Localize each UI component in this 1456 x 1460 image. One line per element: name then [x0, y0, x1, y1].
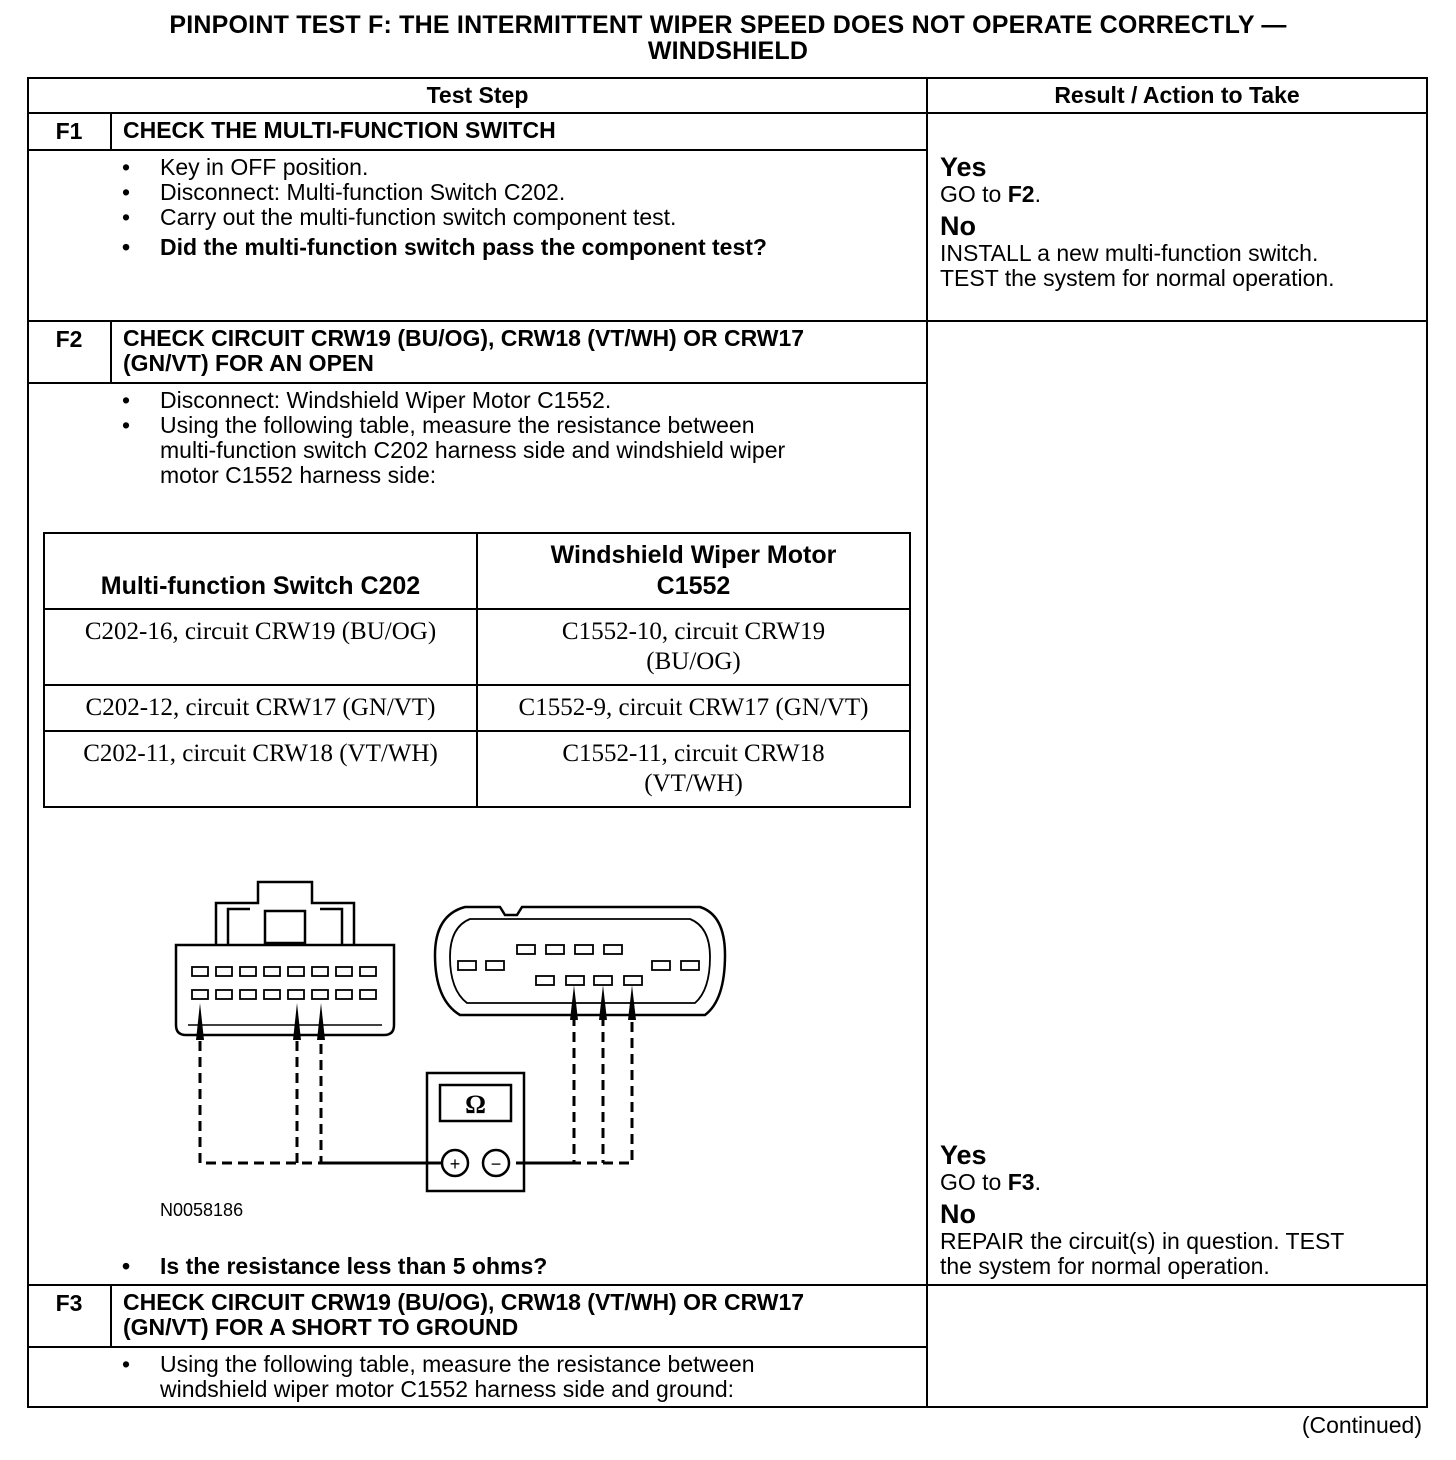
column-divider	[926, 77, 928, 1408]
probe-tips	[196, 985, 636, 1040]
step-id-f2: F2	[55, 326, 83, 352]
f2-title-rule	[27, 382, 927, 384]
table-cell: C202-12, circuit CRW17 (GN/VT)	[44, 685, 477, 731]
header-rule	[27, 112, 1428, 114]
col-header-motor: Windshield Wiper Motor C1552	[477, 533, 910, 609]
f3-title-rule	[27, 1346, 927, 1348]
resistance-table	[43, 532, 911, 808]
step-title-f2: CHECK CIRCUIT CRW19 (BU/OG), CRW18 (VT/WH) OR CRW17 (GN/VT) FOR AN OPEN	[123, 325, 805, 376]
f2-no-label: No	[940, 1199, 976, 1229]
table-row	[44, 609, 910, 685]
table-cell: C202-16, circuit CRW19 (BU/OG)	[44, 609, 477, 685]
wiring-diagram	[170, 875, 740, 1200]
plus-terminal: +	[449, 1154, 461, 1174]
table-row	[44, 685, 910, 731]
step-id-f3: F3	[55, 1290, 83, 1316]
table-cell: C1552-9, circuit CRW17 (GN/VT)	[477, 685, 910, 731]
table-row	[44, 731, 910, 807]
step-title-f3: CHECK CIRCUIT CRW19 (BU/OG), CRW18 (VT/WH) OR CRW17 (GN/VT) FOR A SHORT TO GROUND	[123, 1289, 805, 1340]
f1-no-label: No	[940, 211, 976, 241]
step-title-f1: CHECK THE MULTI-FUNCTION SWITCH	[123, 117, 556, 143]
f1-yes-label: Yes	[940, 152, 987, 182]
f1-end-rule	[27, 320, 1428, 322]
f2-result: Yes GO to F3. No REPAIR the circuit(s) in question. TEST the system for normal operation.	[940, 1140, 1345, 1279]
header-result: Result / Action to Take	[1054, 82, 1300, 108]
figure-id: N0058186	[160, 1200, 244, 1220]
header-test-step: Test Step	[426, 82, 529, 108]
f1-title-rule	[27, 149, 927, 151]
table-cell: C202-11, circuit CRW18 (VT/WH)	[44, 731, 477, 807]
f1-yes-target: F2	[1007, 181, 1035, 207]
continued-label: (Continued)	[1301, 1412, 1422, 1438]
table-cell: C1552-10, circuit CRW19 (BU/OG)	[477, 609, 910, 685]
f2-yes-target: F3	[1007, 1169, 1035, 1195]
f2-end-rule	[27, 1284, 1428, 1286]
c202-connector	[176, 882, 394, 1035]
page-title	[0, 12, 1456, 64]
f2-yes-label: Yes	[940, 1140, 987, 1170]
minus-terminal: −	[490, 1154, 502, 1174]
step-id-f1: F1	[55, 118, 83, 144]
f1-result: Yes GO to F2. No INSTALL a new multi-function switch. TEST the system for normal operation.	[940, 152, 1335, 291]
title-line-1: PINPOINT TEST F: THE INTERMITTENT WIPER SPEED DOES NOT OPERATE CORRECTLY —	[169, 11, 1287, 39]
table-cell: C1552-11, circuit CRW18 (VT/WH)	[477, 731, 910, 807]
title-line-2: WINDSHIELD	[647, 37, 809, 65]
resistance-table-header	[44, 533, 910, 609]
col-header-switch: Multi-function Switch C202	[44, 533, 477, 609]
c1552-connector	[435, 907, 725, 1015]
ohm-symbol: Ω	[465, 1090, 486, 1119]
